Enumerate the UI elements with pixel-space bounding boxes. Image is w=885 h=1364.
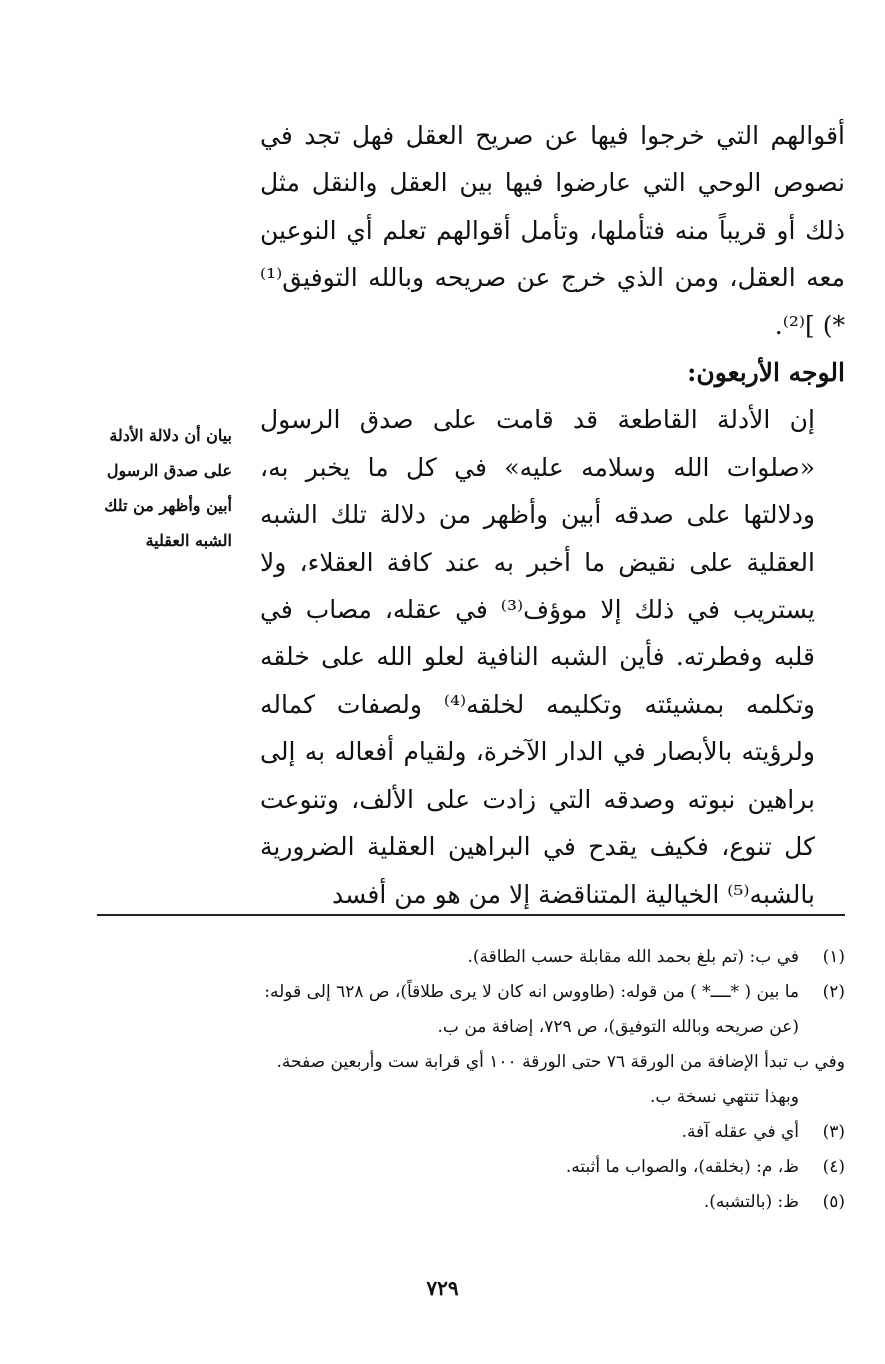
footnote-number: (٥) <box>822 1192 845 1212</box>
footnote-2-continuation: (عن صريحه وبالله التوفيق)، ص ٧٢٩، إضافة من ب. <box>437 1017 799 1037</box>
paragraph-1: أقوالهم التي خرجوا فيها عن صريح العقل فهل تجد في نصوص الوحي التي عارضوا فيها بين العقل والنقل مثل ذلك أو قريباً منه فتأملها، وتأمل أقوالهم تعلم أي النوعين معه العقل، ومن الذي خرج عن صريحه وبالله التوفيق⁽¹⁾ *) ]⁽²⁾. <box>260 121 845 340</box>
footnote-2-note-a: وفي ب تبدأ الإضافة من الورقة ٧٦ حتى الورقة ١٠٠ أي قرابة ست وأربعين صفحة. <box>276 1052 845 1072</box>
footnote-number: (١) <box>822 947 845 967</box>
footnote-2-note-b: وبهذا تنتهي نسخة ب. <box>649 1087 799 1107</box>
main-text-block <box>260 112 845 918</box>
footnote-4 <box>85 1150 845 1185</box>
footnote-number: (٣) <box>822 1122 845 1142</box>
footnote-text: في ب: (تم بلغ بحمد الله مقابلة حسب الطاقة). <box>467 947 799 967</box>
footnote-text: ظ، م: (بخلقه)، والصواب ما أثبته. <box>565 1157 799 1177</box>
footnote-number: (٤) <box>822 1157 845 1177</box>
footnote-divider <box>97 914 845 916</box>
footnote-3 <box>85 1115 845 1150</box>
margin-note: بيان أن دلالة الأدلة على صدق الرسول أبين وأظهر من تلك الشبه العقلية <box>104 426 232 550</box>
footnote-1 <box>85 940 845 975</box>
footnote-text: ظ: (بالتشبه). <box>703 1192 799 1212</box>
page-number: ٧٢٩ <box>426 1276 459 1300</box>
section-heading: الوجه الأربعون: <box>687 358 845 388</box>
footnote-text: ما بين ( *ــــ* ) من قوله: (طاووس انه كان لا يرى طلاقاً)، ص ٦٢٨ إلى قوله: <box>264 982 799 1002</box>
footnote-text: أي في عقله آفة. <box>681 1122 799 1142</box>
footnote-5 <box>85 1185 845 1220</box>
paragraph-2: إن الأدلة القاطعة قد قامت على صدق الرسول «صلوات الله وسلامه عليه» في كل ما يخبر به، ودلالتها على صدقه أبين وأظهر من دلالة تلك الشبه العقلية على نقيض ما أخبر به عند كافة العقلاء، ولا يستريب في ذلك إلا موؤف⁽³⁾ في عقله، مصاب في قلبه وفطرته. فأين الشبه النافية لعلو الله على خلقه وتكلمه بمشيئته وتكليمه لخلقه⁽⁴⁾ ولصفات كماله ولرؤيته بالأبصار في الدار الآخرة، ولقيام أفعاله به إلى براهين نبوته وصدقه التي زادت على الألف، وتنوعت كل تنوع، فكيف يقدح في البراهين العقلية الضرورية بالشبه⁽⁵⁾ الخيالية المتناقضة إلا من هو من أفسد <box>260 405 815 909</box>
footnote-2 <box>85 975 845 1010</box>
footnotes <box>85 940 845 1220</box>
footnote-number: (٢) <box>822 982 845 1002</box>
